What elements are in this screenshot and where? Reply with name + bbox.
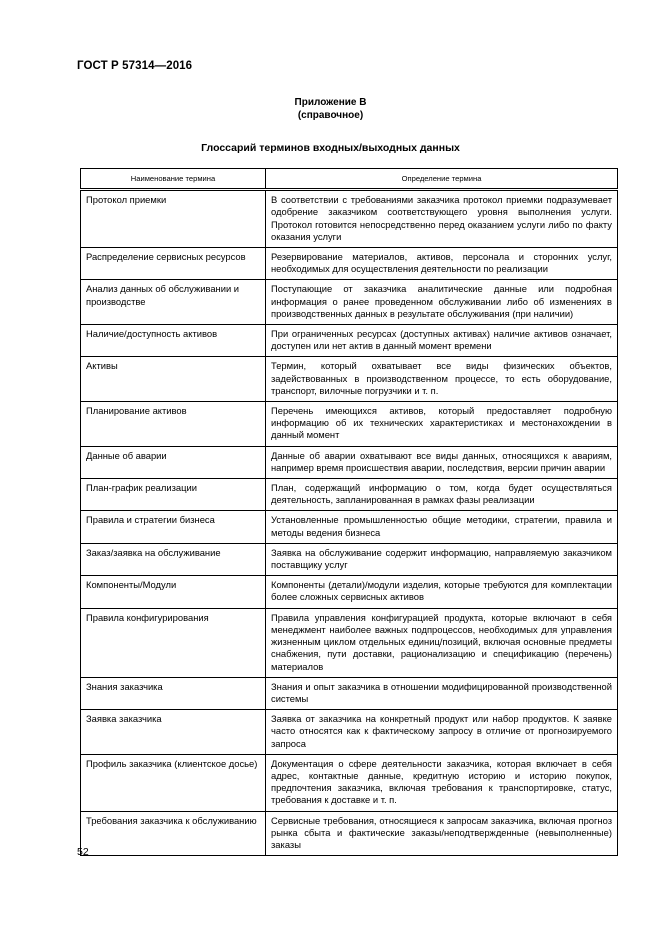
term-cell: План-график реализации xyxy=(81,479,266,511)
appendix-title: Приложение В xyxy=(294,97,367,108)
term-cell: Компоненты/Модули xyxy=(81,576,266,608)
table-row xyxy=(81,280,618,325)
table-row xyxy=(81,446,618,478)
definition-cell: Резервирование материалов, активов, персонала и сторонних услуг, необходимых для осуществления деятельности по реализации xyxy=(266,248,618,280)
table-row xyxy=(81,479,618,511)
table-row xyxy=(81,402,618,447)
definition-cell: В соответствии с требованиями заказчика протокол приемки подразумевает одобрение заказчиком соответствующего уровня выполнения услуги. Протокол готовится непосредственно перед оказанием услуги либо по факту оказания услуги xyxy=(266,190,618,248)
term-cell: Знания заказчика xyxy=(81,677,266,709)
definition-cell: Правила управления конфигурацией продукта, которые включают в себя менеджмент наиболее важных подпроцессов, необходимых для управления жизненным циклом отдельных единиц/позиций, включая основные предметы снабжения, пути доставки, рационализацию и спецификацию (перечень) материалов xyxy=(266,608,618,677)
definition-cell: Заявка от заказчика на конкретный продукт или набор продуктов. К заявке часто относятся как к фактическому запросу в отличие от прогнозируемого запроса xyxy=(266,710,618,755)
term-cell: Планирование активов xyxy=(81,402,266,447)
table-header-row xyxy=(81,169,618,190)
page-number: 52 xyxy=(77,846,89,858)
definition-cell: План, содержащий информацию о том, когда будет осуществляться деятельность, запланированная в рамках фазы реализации xyxy=(266,479,618,511)
table-row xyxy=(81,325,618,357)
table-row xyxy=(81,710,618,755)
table-row xyxy=(81,511,618,543)
glossary-title: Глоссарий терминов входных/выходных данных xyxy=(201,142,460,154)
table-row xyxy=(81,543,618,575)
glossary-table xyxy=(80,168,618,856)
term-cell: Наличие/доступность активов xyxy=(81,325,266,357)
term-cell: Заказ/заявка на обслуживание xyxy=(81,543,266,575)
term-cell: Данные об аварии xyxy=(81,446,266,478)
term-cell: Заявка заказчика xyxy=(81,710,266,755)
definition-cell: Знания и опыт заказчика в отношении модифицированной производственной системы xyxy=(266,677,618,709)
term-cell: Активы xyxy=(81,357,266,402)
term-cell: Профиль заказчика (клиентское досье) xyxy=(81,754,266,811)
table-row xyxy=(81,357,618,402)
definition-cell: Заявка на обслуживание содержит информацию, направляемую заказчиком поставщику услуг xyxy=(266,543,618,575)
term-cell: Анализ данных об обслуживании и производстве xyxy=(81,280,266,325)
definition-cell: При ограниченных ресурсах (доступных активах) наличие активов означает, доступен или нет актив в данный момент времени xyxy=(266,325,618,357)
table-row xyxy=(81,754,618,811)
column-header-term: Наименование термина xyxy=(81,169,266,190)
term-cell: Правила конфигурирования xyxy=(81,608,266,677)
definition-cell: Перечень имеющихся активов, который предоставляет подробную информацию об их технических характеристиках и местонахождении в данный момент xyxy=(266,402,618,447)
definition-cell: Поступающие от заказчика аналитические данные или подробная информация о ранее проведенном обслуживании либо об изменениях в производственных данных в результате обслуживания (при наличии) xyxy=(266,280,618,325)
term-cell: Распределение сервисных ресурсов xyxy=(81,248,266,280)
document-header: ГОСТ Р 57314—2016 xyxy=(77,60,193,72)
appendix-heading xyxy=(0,96,661,122)
definition-cell: Документация о сфере деятельности заказчика, которая включает в себя адрес, контактные данные, кредитную историю и историю покупок, предпочтения заказчика, включая требования к транспортировке, статус, требования к доставке и т. п. xyxy=(266,754,618,811)
glossary-table-body xyxy=(81,190,618,856)
term-cell: Требования заказчика к обслуживанию xyxy=(81,811,266,856)
table-row xyxy=(81,576,618,608)
definition-cell: Сервисные требования, относящиеся к запросам заказчика, включая прогноз рынка сбыта и фактические заказы/неподтвержденные (невыполненные) заказы xyxy=(266,811,618,856)
table-row xyxy=(81,811,618,856)
definition-cell: Установленные промышленностью общие методики, стратегии, правила и методы ведения бизнеса xyxy=(266,511,618,543)
table-row xyxy=(81,677,618,709)
column-header-definition: Определение термина xyxy=(266,169,618,190)
term-cell: Правила и стратегии бизнеса xyxy=(81,511,266,543)
definition-cell: Данные об аварии охватывают все виды данных, относящихся к авариям, например время происшествия аварии, последствия, версии причин аварии xyxy=(266,446,618,478)
table-row xyxy=(81,608,618,677)
term-cell: Протокол приемки xyxy=(81,190,266,248)
table-row xyxy=(81,190,618,248)
definition-cell: Компоненты (детали)/модули изделия, которые требуются для комплектации более сложных сервисных активов xyxy=(266,576,618,608)
appendix-subtitle: (справочное) xyxy=(297,110,364,121)
definition-cell: Термин, который охватывает все виды физических объектов, задействованных в производственном процессе, то есть оборудование, транспорт, вилочные погрузчики и т. п. xyxy=(266,357,618,402)
table-row xyxy=(81,248,618,280)
